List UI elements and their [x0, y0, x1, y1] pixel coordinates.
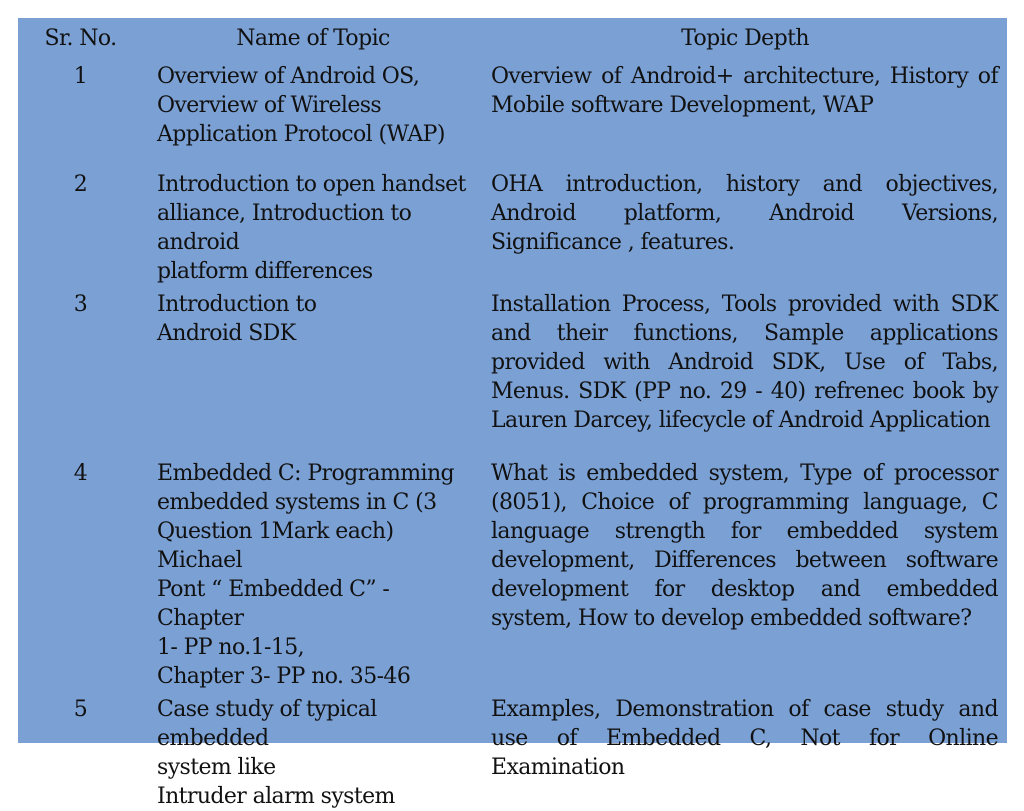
topic-line: platform differences — [157, 259, 373, 284]
topic-depth-cell: Overview of Android+ architecture, History of Mobile software Development, WAP — [491, 64, 998, 118]
topic-name-cell — [143, 58, 483, 166]
topic-line: Question 1Mark each) Michael — [157, 519, 394, 573]
topic-name-cell — [143, 455, 483, 691]
syllabus-panel — [18, 18, 1007, 809]
topic-line: Intruder alarm system — [157, 784, 395, 809]
topic-line: Embedded C: Programming — [157, 461, 455, 486]
sr-no-cell: 3 — [73, 292, 88, 317]
topic-line: embedded systems in C (3 — [157, 490, 437, 515]
topic-line: Application Protocol (WAP) — [157, 122, 445, 147]
topic-name-cell — [143, 286, 483, 455]
topic-line: Overview of Android OS, — [157, 64, 420, 89]
sr-no-cell: 2 — [73, 172, 88, 197]
topic-line: Pont “ Embedded C” - Chapter — [157, 577, 390, 631]
topic-depth-cell: What is embedded system, Type of processor (8051), Choice of programming language, C language strength for embedded system development, Differences between software development for desktop and embedded system, How to develop embedded software? — [491, 461, 998, 631]
topic-line: Overview of Wireless — [157, 93, 382, 118]
topic-depth-cell: Installation Process, Tools provided with SDK and their functions, Sample applications provided with Android SDK, Use of Tabs, Menus. SDK (PP no. 29 - 40) refrenec book by Lauren Darcey, lifecycle of Android Application — [491, 292, 998, 433]
sr-no-cell: 1 — [73, 64, 88, 89]
header-topic-depth: Topic Depth — [681, 25, 809, 51]
table-row — [18, 166, 1007, 286]
table-row — [18, 286, 1007, 455]
table-row — [18, 58, 1007, 166]
header-sr-no: Sr. No. — [44, 25, 117, 51]
topic-line: alliance, Introduction to android — [157, 201, 412, 255]
table-row — [18, 455, 1007, 691]
topic-line: Introduction to open handset — [157, 172, 466, 197]
topic-line: Case study of typical embedded — [157, 697, 377, 751]
topic-line: Introduction to — [157, 292, 317, 317]
topic-name-cell — [143, 691, 483, 811]
sr-no-cell: 5 — [73, 697, 88, 722]
topic-line: 1- PP no.1-15, — [157, 635, 305, 660]
table-row — [18, 691, 1007, 811]
topic-name-cell — [143, 166, 483, 286]
topic-line: Android SDK — [157, 321, 296, 346]
topic-line: system like — [157, 755, 276, 780]
header-topic-name: Name of Topic — [236, 25, 390, 51]
topic-line: Chapter 3- PP no. 35-46 — [157, 664, 411, 689]
syllabus-table — [18, 18, 1007, 811]
sr-no-cell: 4 — [73, 461, 88, 486]
header-row — [18, 18, 1007, 58]
topic-depth-cell: OHA introduction, history and objectives, Android platform, Android Versions, Significance , features. — [491, 172, 998, 255]
topic-depth-cell: Examples, Demonstration of case study and use of Embedded C, Not for Online Examination — [491, 697, 998, 780]
